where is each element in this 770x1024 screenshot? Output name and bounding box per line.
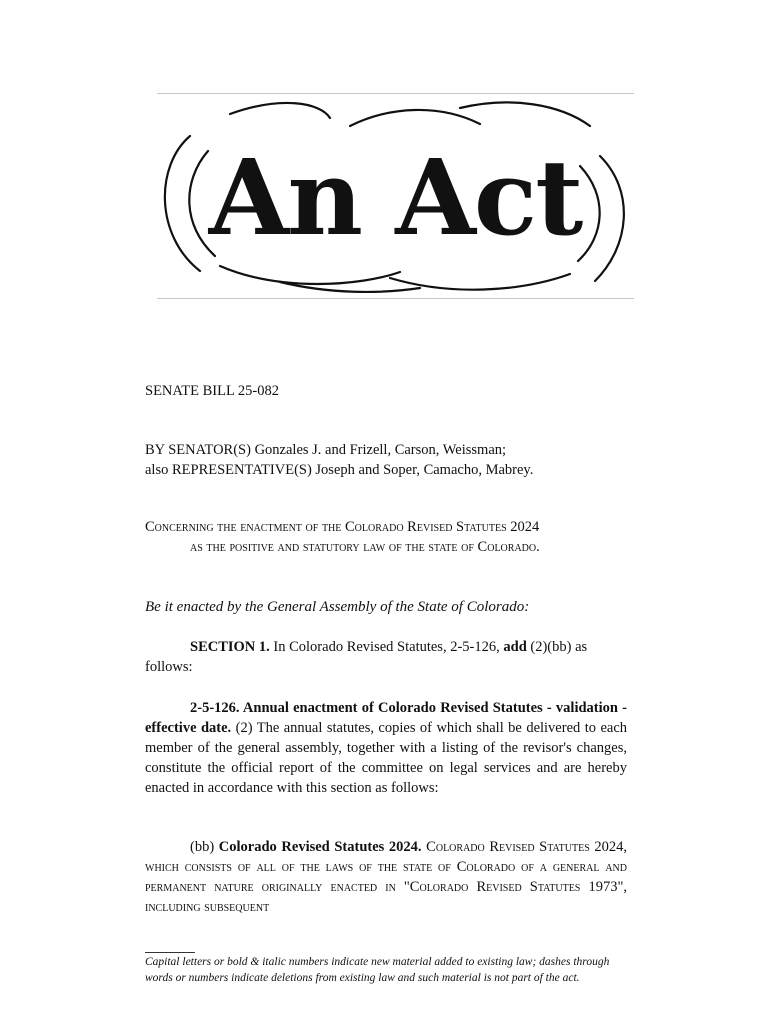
section-1-text-b: (2)(bb) as follows: <box>145 639 588 675</box>
an-act-title: An Act <box>208 136 582 259</box>
flourish-top-2 <box>350 110 480 126</box>
sponsors <box>145 440 627 480</box>
section-1-heading: SECTION 1. <box>190 639 270 655</box>
statute-heading: 2-5-126. Annual enactment of Colorado Revised Statutes - validation - effective date. <box>145 700 627 736</box>
house-sponsors: also REPRESENTATIVE(S) Joseph and Soper, Camacho, Mabrey. <box>145 462 534 478</box>
flourish-bottom-1 <box>220 266 400 284</box>
concerning-line-2: as the positive and statutory law of the state of Colorado. <box>190 539 540 555</box>
section-1-add: add <box>503 639 527 655</box>
flourish-top-1 <box>230 103 330 118</box>
footnote-rule <box>145 952 195 953</box>
flourish-top-3 <box>460 102 590 126</box>
concerning-line-1: Concerning the enactment of the Colorado Revised Statutes 2024 <box>145 519 540 535</box>
flourish-bottom-2 <box>390 274 570 290</box>
section-1 <box>145 637 627 677</box>
footnote: Capital letters or bold & italic numbers indicate new material added to existing law; dashes through words or numbers indicate deletions from existing law and such material is not part of the act. <box>145 956 610 984</box>
statute-2-5-126 <box>145 698 627 798</box>
subsection-bb-heading: Colorado Revised Statutes 2024. <box>218 839 422 855</box>
concerning-clause <box>145 517 627 557</box>
an-act-banner <box>160 96 630 296</box>
banner-bottom-rule <box>157 298 634 299</box>
senate-sponsors: BY SENATOR(S) Gonzales J. and Frizell, Carson, Weissman; <box>145 442 507 458</box>
subsection-bb-label: (bb) <box>190 839 215 855</box>
banner-top-rule <box>157 93 634 94</box>
enacting-clause: Be it enacted by the General Assembly of the State of Colorado: <box>145 599 530 615</box>
subsection-bb <box>145 837 627 917</box>
statute-body: (2) The annual statutes, copies of which shall be delivered to each member of the general assembly, together with a listing of the revisor's changes, constitute the official report of the committee on legal services and are hereby enacted in accordance with this section as follows: <box>145 720 628 796</box>
flourish-left-outer <box>165 136 200 271</box>
section-1-text-a: In Colorado Revised Statutes, 2-5-126, <box>273 639 500 655</box>
subsection-bb-body: Colorado Revised Statutes 2024, which consists of all of the laws of the state of Colorado of a general and permanent nature originally enacted in "Colorado Revised Statutes 1973", including subsequent <box>145 839 628 915</box>
bill-number: SENATE BILL 25-082 <box>145 383 279 399</box>
